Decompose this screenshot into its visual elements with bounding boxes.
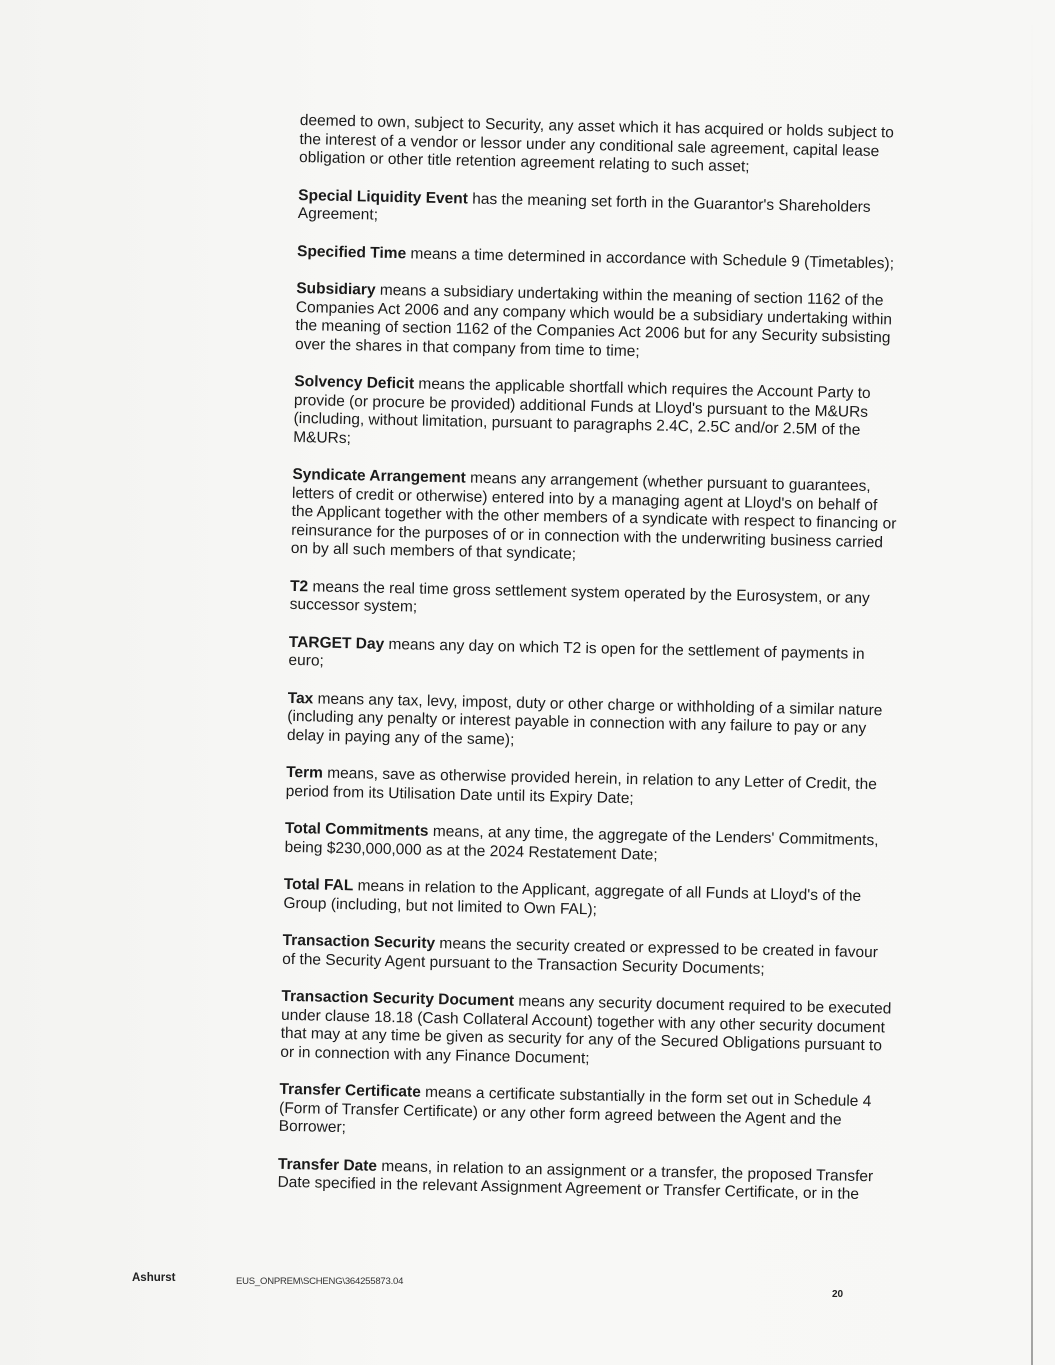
defined-term: Total FAL xyxy=(283,875,354,895)
page-edge-shadow xyxy=(1031,0,1033,1365)
definition-text: means, save as otherwise provided herein, in relation to any Letter of Credit, the period from its Utilisation Date until its Expiry Date; xyxy=(285,764,877,807)
defined-term: Transfer Date xyxy=(277,1155,378,1175)
page-number: 20 xyxy=(832,1289,844,1300)
defined-term: Specified Time xyxy=(296,242,407,262)
definition-text: means any day on which T2 is open for the settlement of payments in euro; xyxy=(288,635,865,670)
defined-term: Special Liquidity Event xyxy=(298,186,469,208)
definition-clause xyxy=(293,373,904,460)
definition-clause xyxy=(299,112,910,180)
definition-text: means, in relation to an assignment or a transfer, the proposed Transfer Date specified in the relevant Assignment Agreement or Transfer Certificate, or in the xyxy=(277,1157,874,1203)
definition-text: deemed to own, subject to Security, any asset which it has acquired or holds subject to the interest of a vendor or lessor under any conditional sale agreement, capital lease obligation or other title retention agreement relating to such asset; xyxy=(298,112,895,176)
definition-clause xyxy=(284,820,895,870)
definition-text: means the real time gross settlement system operated by the Eurosystem, or any successor system; xyxy=(289,577,870,616)
definitions-body xyxy=(277,112,910,1224)
definition-clause xyxy=(298,186,909,236)
definition-clause xyxy=(280,988,891,1075)
definition-clause xyxy=(295,280,906,367)
definition-text: means a time determined in accordance with Schedule 9 (Timetables); xyxy=(406,244,895,272)
defined-term: Tax xyxy=(287,689,314,707)
defined-term: Subsidiary xyxy=(296,279,376,299)
definition-text: means any tax, levy, impost, duty or other charge or withholding of a similar nature (including any penalty or interest payable in connection with any failure to pay or any delay in paying any of the same); xyxy=(286,689,883,749)
definition-clause xyxy=(287,689,898,757)
definition-text: means the security created or expressed to be created in favour of the Security Agent pursuant to the Transaction Security Documents; xyxy=(282,935,879,978)
defined-term: Transaction Security xyxy=(282,931,436,953)
definition-text: means any security document required to be executed under clause 18.18 (Cash Collateral Account) together with any other security document that may at any time be given as security for any of the Secured Obligations pursuant to or in connection with any Finance Document; xyxy=(280,992,892,1067)
definition-clause xyxy=(283,876,894,926)
defined-term: TARGET Day xyxy=(288,633,385,653)
defined-term: Transfer Certificate xyxy=(279,1080,421,1101)
definition-text: means a subsidiary undertaking within the meaning of section 1162 of the Companies Act 2006 and any company which would be a subsidiary undertaking within the meaning of section 1162 of the Companies Act 2006 but for any Security subsisting over the shares in that company from time to time; xyxy=(294,281,893,360)
definition-text: has the meaning set forth in the Guarantor's Shareholders Agreement; xyxy=(297,190,871,224)
definition-clause xyxy=(289,577,900,627)
defined-term: Total Commitments xyxy=(284,819,429,840)
defined-term: Solvency Deficit xyxy=(294,372,415,393)
definition-text: means in relation to the Applicant, aggregate of all Funds at Lloyd's of the Group (including, but not limited to Own FAL); xyxy=(283,877,862,918)
defined-term: Term xyxy=(285,763,324,782)
document-reference: EUS_ONPREM\SCHENG\364255873.04 xyxy=(236,1276,404,1287)
definition-clause xyxy=(297,242,907,273)
definition-clause xyxy=(277,1155,888,1205)
definition-text: means, at any time, the aggregate of the Lenders' Commitments, being $230,000,000 as at the 2024 Restatement Date; xyxy=(284,822,879,864)
definition-clause xyxy=(286,764,897,814)
definition-text: means the applicable shortfall which requires the Account Party to provide (or procure be provided) additional Funds at Lloyd's pursuant to the M&URs (including, without limitation, pursuant to paragraphs 2.4C, 2.5C and/or 2.5M of the M&URs; xyxy=(293,375,871,447)
definition-text: means a certificate substantially in the form set out in Schedule 4 (Form of Transfer Certificate) or any other form agreed between the Agent and the Borrower; xyxy=(278,1083,872,1137)
definition-clause xyxy=(291,466,903,571)
defined-term: Transaction Security Document xyxy=(281,987,515,1010)
definition-clause xyxy=(288,633,899,683)
definition-text: means any arrangement (whether pursuant to guarantees, letters of credit or otherwise) entered into by a managing agent at Lloyd's on behalf of the Applicant together with the other members of a syndicate with respect to financing or reinsurance for the purposes of or in connection with the underwriting business carried on by all such members of that syndicate; xyxy=(290,469,897,563)
definition-clause xyxy=(279,1081,890,1149)
defined-term: T2 xyxy=(289,577,309,595)
definition-clause xyxy=(282,932,893,982)
defined-term: Syndicate Arrangement xyxy=(292,465,466,487)
firm-name: Ashurst xyxy=(132,1272,176,1284)
